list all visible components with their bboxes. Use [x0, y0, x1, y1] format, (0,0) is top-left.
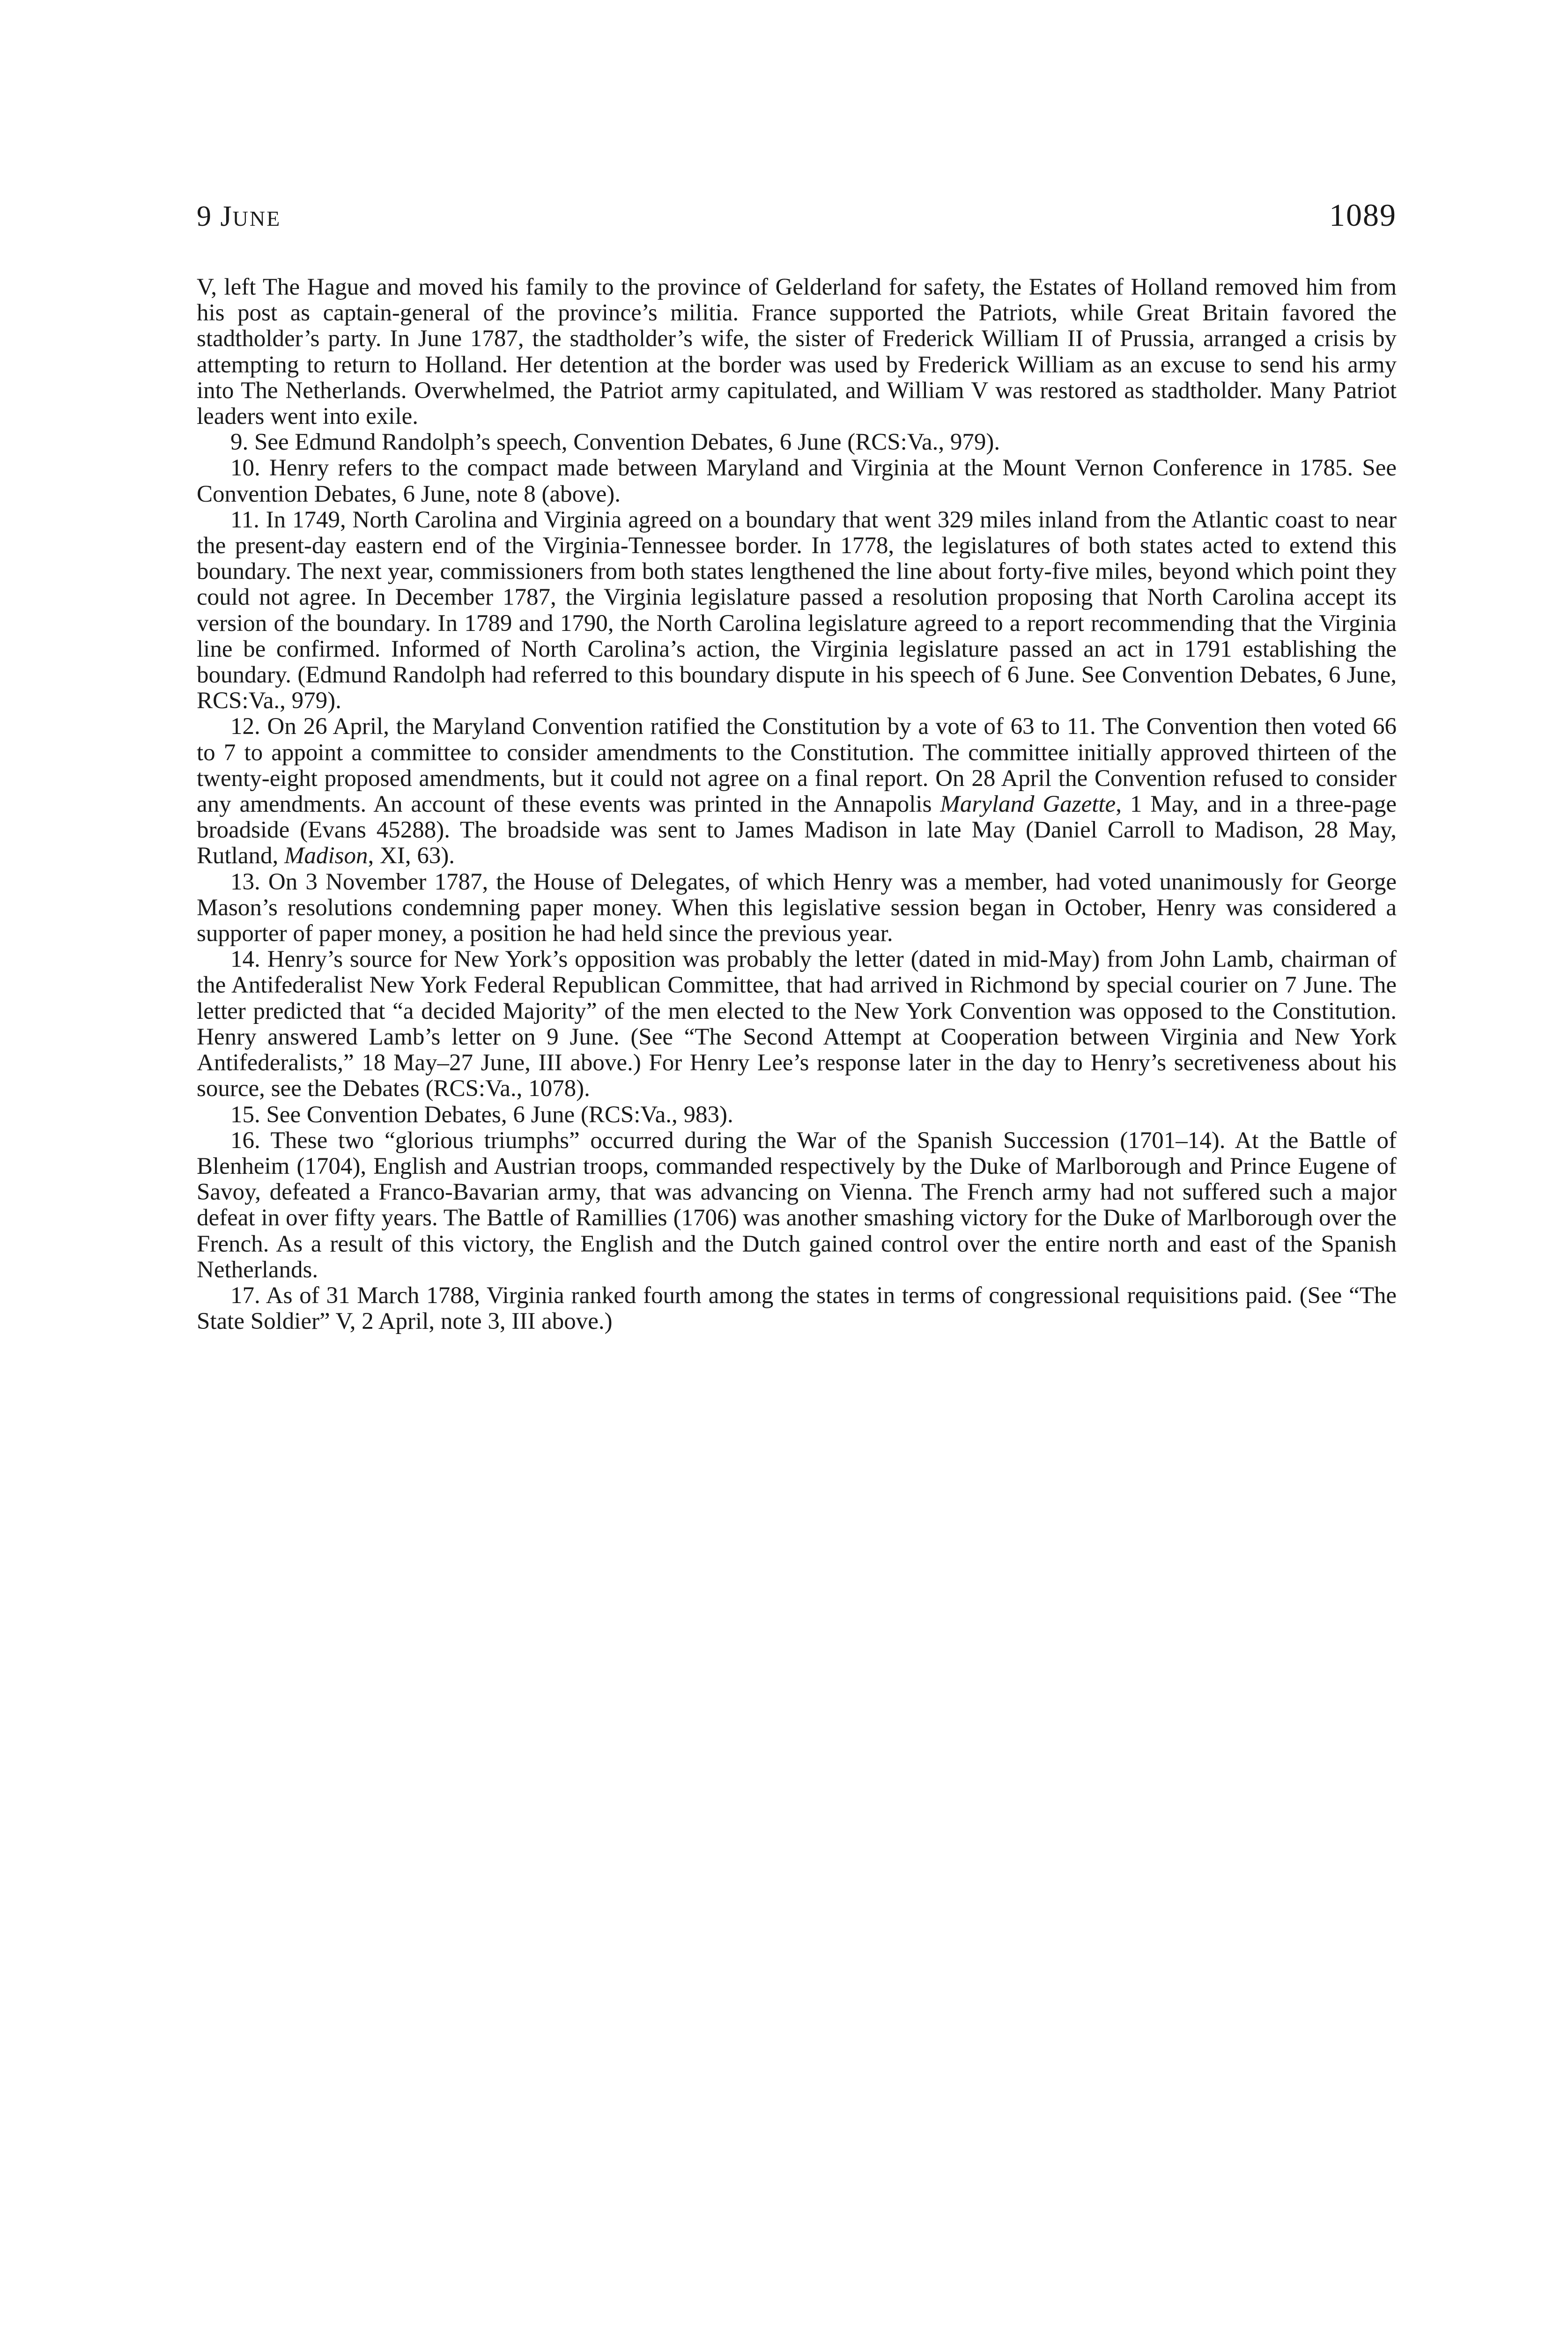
note-text: V, left The Hague and moved his family to the province of Gelderland for safety, the Estates of Holland removed him from his post as captain-general of the province’s militia. France supported the Patriots, while Great Britain favored the stadtholder’s party. In June 1787, the stadtholder’s wife, the sister of Frederick William II of Prussia, arranged a crisis by attempting to return to Holland. Her detention at the border was used by Frederick William as an excuse to send his army into The Netherlands. Overwhelmed, the Patriot army capitulated, and William V was restored as stadtholder. Many Patriot leaders went into exile.: [197, 274, 1397, 430]
note-13: [197, 869, 1397, 947]
note-17: [197, 1283, 1397, 1334]
note-continuation: [197, 274, 1397, 430]
running-head: [197, 197, 1397, 240]
running-head-date: 9 JUNE: [197, 200, 281, 232]
note-text: 11. In 1749, North Carolina and Virginia agreed on a boundary that went 329 miles inland from the Atlantic coast to near the present-day eastern end of the Virginia-Tennessee border. In 1778, the legislatures of both states acted to extend this boundary. The next year, commissioners from both states lengthened the line about forty-five miles, beyond which point they could not agree. In December 1787, the Virginia legislature passed a resolution proposing that North Carolina accept its version of the boundary. In 1789 and 1790, the North Carolina legislature agreed to a report recommending that the Virginia line be confirmed. Informed of North Carolina’s action, the Virginia legislature passed an act in 1791 establishing the boundary. (Edmund Randolph had referred to this boundary dispute in his speech of 6 June. See Convention Debates, 6 June, RCS:Va., 979).: [197, 506, 1397, 714]
note-text: 15. See Convention Debates, 6 June (RCS:Va., 983).: [230, 1101, 733, 1128]
note-text: 17. As of 31 March 1788, Virginia ranked fourth among the states in terms of congressional requisitions paid. (See “The State Soldier” V, 2 April, note 3, III above.): [197, 1282, 1397, 1335]
note-11: [197, 507, 1397, 714]
note-text: 16. These two “glorious triumphs” occurred during the War of the Spanish Succession (1701–14). At the Battle of Blenheim (1704), English and Austrian troops, commanded respectively by the Duke of Marlborough and Prince Eugene of Savoy, defeated a Franco-Bavarian army, that was advancing on Vienna. The French army had not suffered such a major defeat in over fifty years. The Battle of Ramillies (1706) was another smashing victory for the Duke of Marlborough over the French. As a result of this victory, the English and the Dutch gained control over the entire north and east of the Spanish Netherlands.: [197, 1127, 1397, 1283]
document-page: [197, 197, 1397, 1334]
note-text: 10. Henry refers to the compact made between Maryland and Virginia at the Mount Vernon Conference in 1785. See Convention Debates, 6 June, note 8 (above).: [197, 455, 1397, 507]
note-text: 12. On 26 April, the Maryland Convention ratified the Constitution by a vote of 63 to 11. The Convention then voted 66 to 7 to appoint a committee to consider amendments to the Constitution. The committee initially approved thirteen of the twenty-eight proposed amendments, but it could not agree on a final report. On 28 April the Convention refused to consider any amendments. An account of these events was printed in the Annapolis: [197, 713, 1397, 818]
note-14: [197, 947, 1397, 1102]
note-text: 13. On 3 November 1787, the House of Delegates, of which Henry was a member, had voted unanimously for George Mason’s resolutions condemning paper money. When this legislative session began in October, Henry was considered a supporter of paper money, a position he had held since the previous year.: [197, 868, 1397, 947]
note-text: 9. See Edmund Randolph’s speech, Convention Debates, 6 June (RCS:Va., 979).: [230, 429, 1000, 456]
note-9: [197, 430, 1397, 455]
note-12: [197, 714, 1397, 869]
italic-title: Maryland Gazette: [940, 791, 1116, 818]
note-15: [197, 1102, 1397, 1128]
note-text: 14. Henry’s source for New York’s opposition was probably the letter (dated in mid-May) from John Lamb, chairman of the Antifederalist New York Federal Republican Committee, that had arrived in Richmond by special courier on 7 June. The letter predicted that “a decided Majority” of the men elected to the New York Convention was opposed to the Constitution. Henry answered Lamb’s letter on 9 June. (See “The Second Attempt at Cooperation between Virginia and New York Antifederalists,” 18 May–27 June, III above.) For Henry Lee’s response later in the day to Henry’s secretiveness about his source, see the Debates (RCS:Va., 1078).: [197, 946, 1397, 1102]
footnotes-body: [197, 274, 1397, 1334]
note-10: [197, 455, 1397, 507]
note-text: , XI, 63).: [368, 843, 455, 869]
italic-title: Madison: [284, 843, 368, 869]
note-text: , 1 May, and in a three-page broadside (Evans 45288). The broadside was sent to James Madison in late May (Daniel Carroll to Madison, 28 May, Rutland,: [197, 791, 1397, 869]
note-16: [197, 1128, 1397, 1283]
page-number: 1089: [1329, 197, 1397, 233]
